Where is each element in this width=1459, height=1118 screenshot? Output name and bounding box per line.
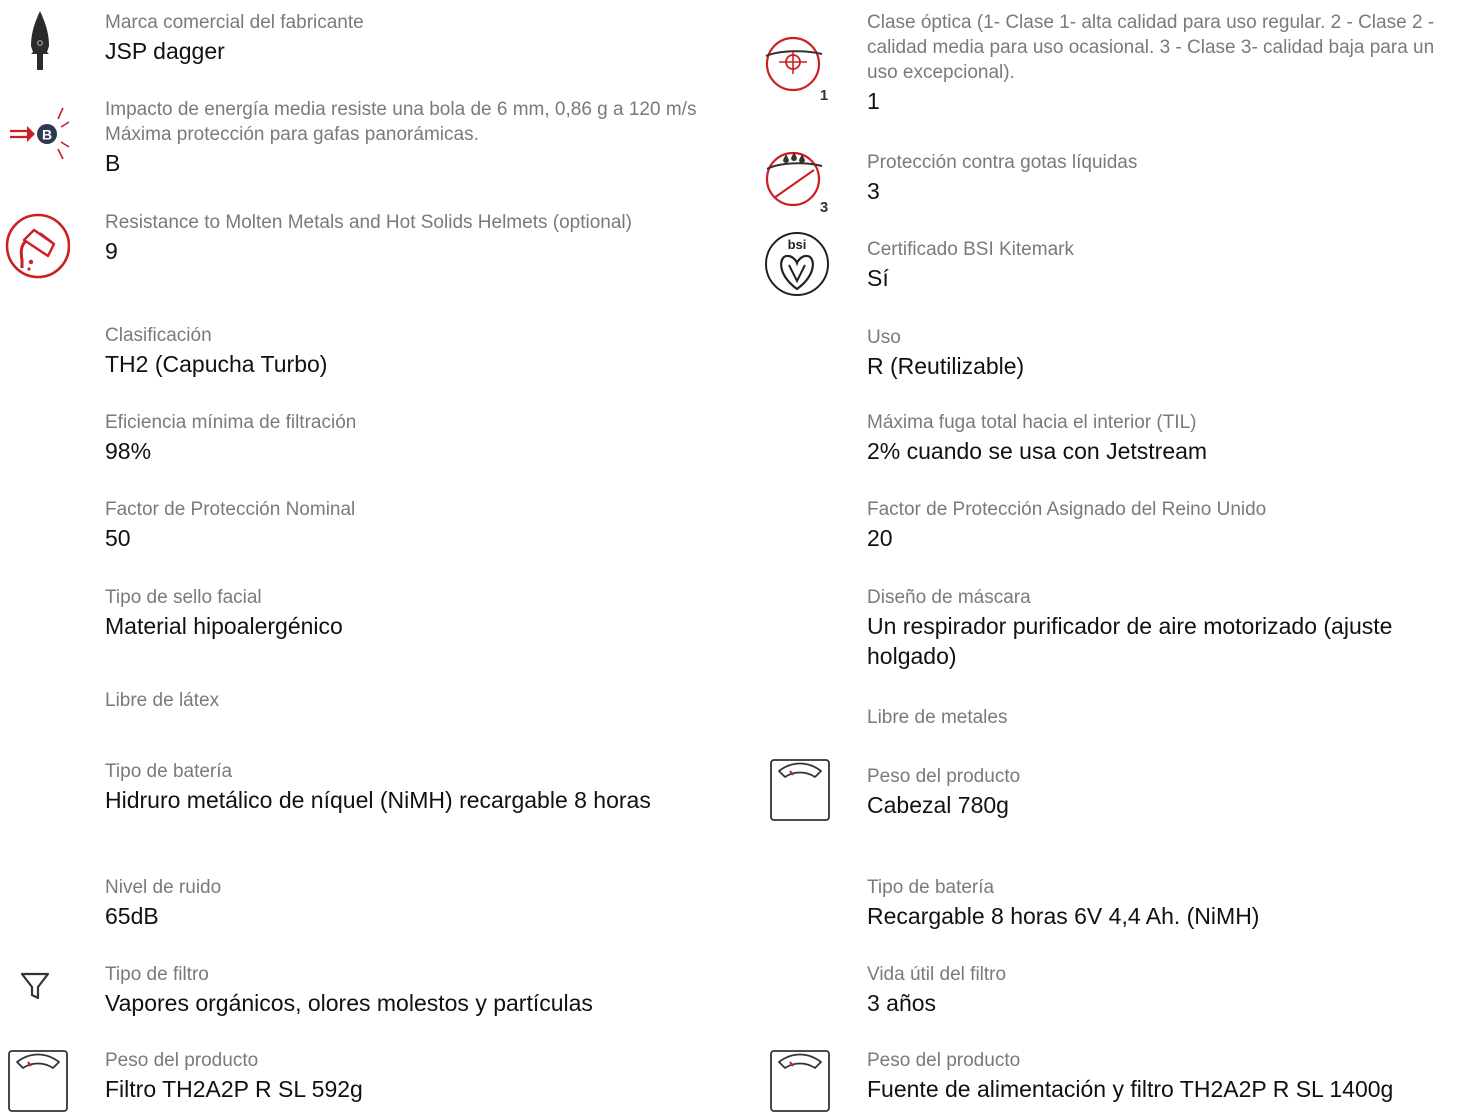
spec-label: Libre de metales — [867, 707, 1008, 728]
spec-value: Recargable 8 horas 6V 4,4 Ah. (NiMH) — [867, 903, 1260, 929]
optical-class-icon — [762, 30, 832, 100]
spec-value: TH2 (Capucha Turbo) — [105, 351, 328, 377]
spec-value: Material hipoalergénico — [105, 613, 343, 639]
spec-label: Resistance to Molten Metals and Hot Solids Helmets (optional) — [105, 212, 632, 233]
spec-value: 20 — [867, 525, 893, 551]
spec-value: B — [105, 150, 121, 176]
spec-label: Peso del producto — [867, 766, 1021, 787]
spec-value: 2% cuando se usa con Jetstream — [867, 438, 1208, 464]
spec-value: 3 años — [867, 990, 937, 1016]
spec-label: Marca comercial del fabricante — [105, 12, 364, 33]
bsi-kitemark-icon — [762, 229, 832, 299]
spec-label: Máxima fuga total hacia el interior (TIL) — [867, 412, 1197, 433]
spec-value: 98% — [105, 438, 152, 464]
spec-label: Tipo de batería — [105, 761, 233, 782]
spec-label: Clasificación — [105, 325, 212, 346]
svg-text:B: B — [41, 126, 53, 143]
weighing-scale-icon — [762, 757, 832, 827]
molten-metal-icon — [0, 210, 70, 280]
weighing-scale-icon — [762, 1048, 832, 1118]
spec-label: Eficiencia mínima de filtración — [105, 412, 357, 433]
spec-label: Vida útil del filtro — [867, 964, 1007, 985]
spec-label: Diseño de máscara — [867, 587, 1031, 608]
spec-label: Peso del producto — [867, 1050, 1021, 1071]
spec-label: Clase óptica (1- Clase 1- alta calidad para uso regular. 2 - Clase 2 - calidad media para uso ocasional. 3 - Clase 3- calidad baja para un uso excepcional). — [867, 12, 1435, 83]
dagger-brand-icon — [0, 10, 70, 80]
svg-text:3: 3 — [819, 199, 829, 216]
svg-text:bsi: bsi — [787, 237, 807, 252]
spec-value: R (Reutilizable) — [867, 353, 1025, 379]
spec-label: Tipo de filtro — [105, 964, 209, 985]
spec-value: 9 — [105, 238, 118, 264]
spec-label: Factor de Protección Nominal — [105, 499, 356, 520]
spec-value: Filtro TH2A2P R SL 592g — [105, 1076, 363, 1102]
spec-label: Libre de látex — [105, 690, 220, 711]
weighing-scale-icon — [0, 1048, 70, 1118]
spec-label: Protección contra gotas líquidas — [867, 152, 1138, 173]
spec-value: JSP dagger — [105, 38, 225, 64]
spec-value: 1 — [867, 88, 880, 114]
spec-label: Certificado BSI Kitemark — [867, 239, 1074, 260]
spec-value: Cabezal 780g — [867, 792, 1009, 818]
filter-funnel-icon — [0, 962, 70, 1032]
spec-value: 50 — [105, 525, 131, 551]
impact-b-icon — [0, 97, 70, 167]
spec-value: Hidruro metálico de níquel (NiMH) recargable 8 horas — [105, 787, 651, 813]
spec-label: Factor de Protección Asignado del Reino Unido — [867, 499, 1267, 520]
spec-label: Nivel de ruido — [105, 877, 222, 898]
spec-value: 3 — [867, 178, 880, 204]
spec-label: Uso — [867, 327, 901, 348]
spec-label: Impacto de energía media resiste una bola de 6 mm, 0,86 g a 120 m/s Máxima protección para gafas panorámicas. — [105, 99, 697, 145]
spec-value: Sí — [867, 265, 889, 291]
spec-value: Vapores orgánicos, olores molestos y partículas — [105, 990, 593, 1016]
svg-text:1: 1 — [819, 87, 829, 100]
spec-value: 65dB — [105, 903, 159, 929]
spec-label: Tipo de batería — [867, 877, 995, 898]
liquid-droplets-icon — [762, 148, 832, 218]
spec-value: Fuente de alimentación y filtro TH2A2P R SL 1400g — [867, 1076, 1394, 1102]
spec-label: Tipo de sello facial — [105, 587, 262, 608]
spec-value: Un respirador purificador de aire motorizado (ajuste holgado) — [867, 613, 1393, 669]
spec-label: Peso del producto — [105, 1050, 259, 1071]
